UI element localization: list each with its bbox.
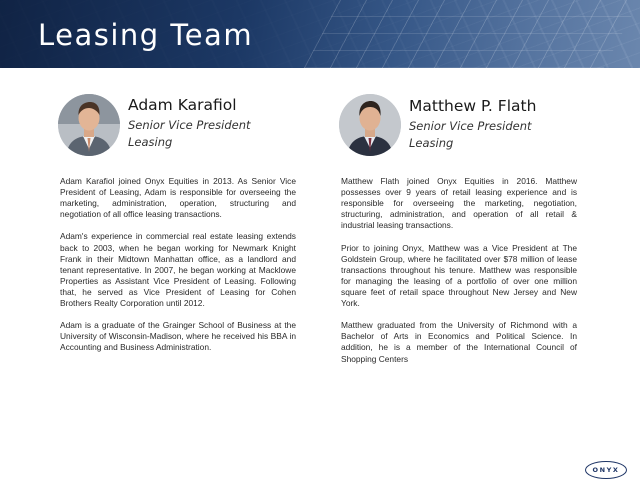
person-department: Leasing [409, 136, 454, 150]
person-title: Senior Vice President [409, 119, 532, 133]
bio-adam [60, 176, 296, 365]
person-name: Adam Karafiol [128, 96, 237, 114]
bio-paragraph: Prior to joining Onyx, Matthew was a Vice President at The Goldstein Group, where he facilitated over $78 million of lease transactions throughout his tenure. Matthew was responsible for managing the leasing of a portfolio of over one million square feet of retail space throughout New Jersey and New York. [341, 242, 577, 309]
bio-paragraph: Adam is a graduate of the Grainger School of Business at the University of Wisconsin-Madison, where he received his BBA in Accounting and Business Administration. [60, 320, 296, 353]
bio-matthew [341, 176, 577, 376]
person-card-adam [58, 94, 308, 156]
person-department: Leasing [128, 135, 173, 149]
avatar [58, 94, 120, 156]
onyx-logo: ONYX [585, 461, 627, 479]
header-building-graphic [304, 0, 640, 68]
avatar [339, 94, 401, 156]
bio-paragraph: Adam's experience in commercial real estate leasing extends back to 2003, when he began working for Newmark Knight Frank in their Midtown Manhattan office, as a landlord and tenant representative. In 2007, he began working at Macklowe Properties as Assistant Vice President of Leasing. Following that, he served as Vice President of Leasing for Cohen Brothers Realty Corporation until 2012. [60, 231, 296, 309]
page-title: Leasing Team [38, 18, 254, 52]
bio-paragraph: Adam Karafiol joined Onyx Equities in 2013. As Senior Vice President of Leasing, Adam is responsible for overseeing the marketing, administration, operation, structuring and negotiation of all office leasing transactions. [60, 176, 296, 220]
header-banner [0, 0, 640, 68]
person-card-matthew [339, 94, 599, 156]
bio-paragraph: Matthew graduated from the University of Richmond with a Bachelor of Arts in Economics and Political Science. In addition, he is a member of the International Council of Shopping Centers [341, 320, 577, 364]
person-title: Senior Vice President [128, 118, 251, 132]
bio-paragraph: Matthew Flath joined Onyx Equities in 2016. Matthew possesses over 9 years of retail leasing experience and is responsible for overseeing the marketing, negotiation, structuring, administration, and operation of all retail & industrial leasing transactions. [341, 176, 577, 231]
person-name: Matthew P. Flath [409, 97, 537, 115]
